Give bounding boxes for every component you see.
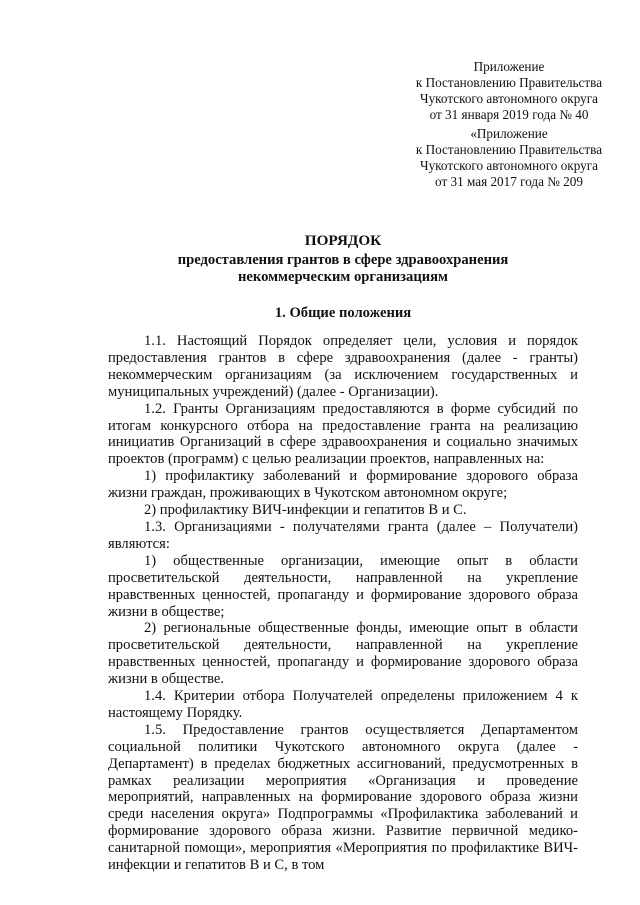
section-heading: 1. Общие положения	[274, 305, 412, 321]
appendix-original-line4: от 31 мая 2017 года № 209	[435, 174, 583, 189]
paragraph-1-3-item2: 2) региональные общественные фонды, имеющие опыт в области просветительской деятельности, направленной на укрепление нравственных ценностей, пропаганду и формирование здорового образа жизни в обществе.	[108, 620, 578, 688]
title-line2: предоставления грантов в сфере здравоохранения	[177, 252, 509, 268]
paragraph-1-3-item1: 1) общественные организации, имеющие опыт в области просветительской деятельности, направленной на укрепление нравственных ценностей, пропаганду и формирование здорового образа жизни в обществе;	[108, 552, 578, 620]
paragraph-1-1: 1.1. Настоящий Порядок определяет цели, условия и порядок предоставления грантов в сфере здравоохранения (далее - гранты) некоммерческим организациям (за исключением государственных и муниципальных учреждений) (далее - Организации).	[108, 333, 578, 400]
section-body	[108, 333, 578, 874]
paragraph-1-3: 1.3. Организациями - получателями гранта (далее – Получатели) являются:	[108, 518, 578, 552]
document-title	[108, 232, 578, 286]
paragraph-1-4: 1.4. Критерии отбора Получателей определены приложением 4 к настоящему Порядку.	[108, 688, 578, 721]
appendix-current-line3: Чукотского автономного округа	[420, 91, 598, 106]
appendix-current-line4: от 31 января 2019 года № 40	[429, 107, 589, 122]
paragraph-1-2-item1: 1) профилактику заболеваний и формирование здорового образа жизни граждан, проживающих в Чукотском автономном округе;	[108, 468, 578, 502]
paragraph-1-5: 1.5. Предоставление грантов осуществляется Департаментом социальной политики Чукотского автономного округа (далее - Департамент) в пределах бюджетных ассигнований, предусмотренных в рамках реализации мероприятия «Организация и проведение мероприятий, направленных на формирование здорового образа жизни среди населения округа» Подпрограммы «Профилактика заболеваний и формирование здорового образа жизни. Развитие первичной медико-санитарной помощи», мероприятия «Мероприятия по профилактике ВИЧ-инфекции и гепатитов В и С, в том	[108, 721, 578, 874]
appendix-current-line2: к Постановлению Правительства	[415, 75, 603, 90]
appendix-current-header	[404, 59, 614, 123]
appendix-original-header	[404, 126, 614, 190]
title-line3: некоммерческим организациям	[238, 269, 448, 285]
paragraph-1-2-item2: 2) профилактику ВИЧ-инфекции и гепатитов В и С.	[144, 502, 467, 519]
appendix-original-line1: «Приложение	[470, 126, 548, 141]
appendix-original-line3: Чукотского автономного округа	[420, 158, 598, 173]
title-main: ПОРЯДОК	[304, 232, 382, 249]
appendix-original-line2: к Постановлению Правительства	[415, 142, 603, 157]
paragraph-1-2: 1.2. Гранты Организациям предоставляются в форме субсидий по итогам конкурсного отбора на предоставление гранта на реализацию инициатив Организаций в сфере здравоохранения и социально значимых проектов (программ) с целью реализации проектов, направленных на:	[108, 400, 578, 468]
appendix-current-line1: Приложение	[473, 59, 545, 74]
